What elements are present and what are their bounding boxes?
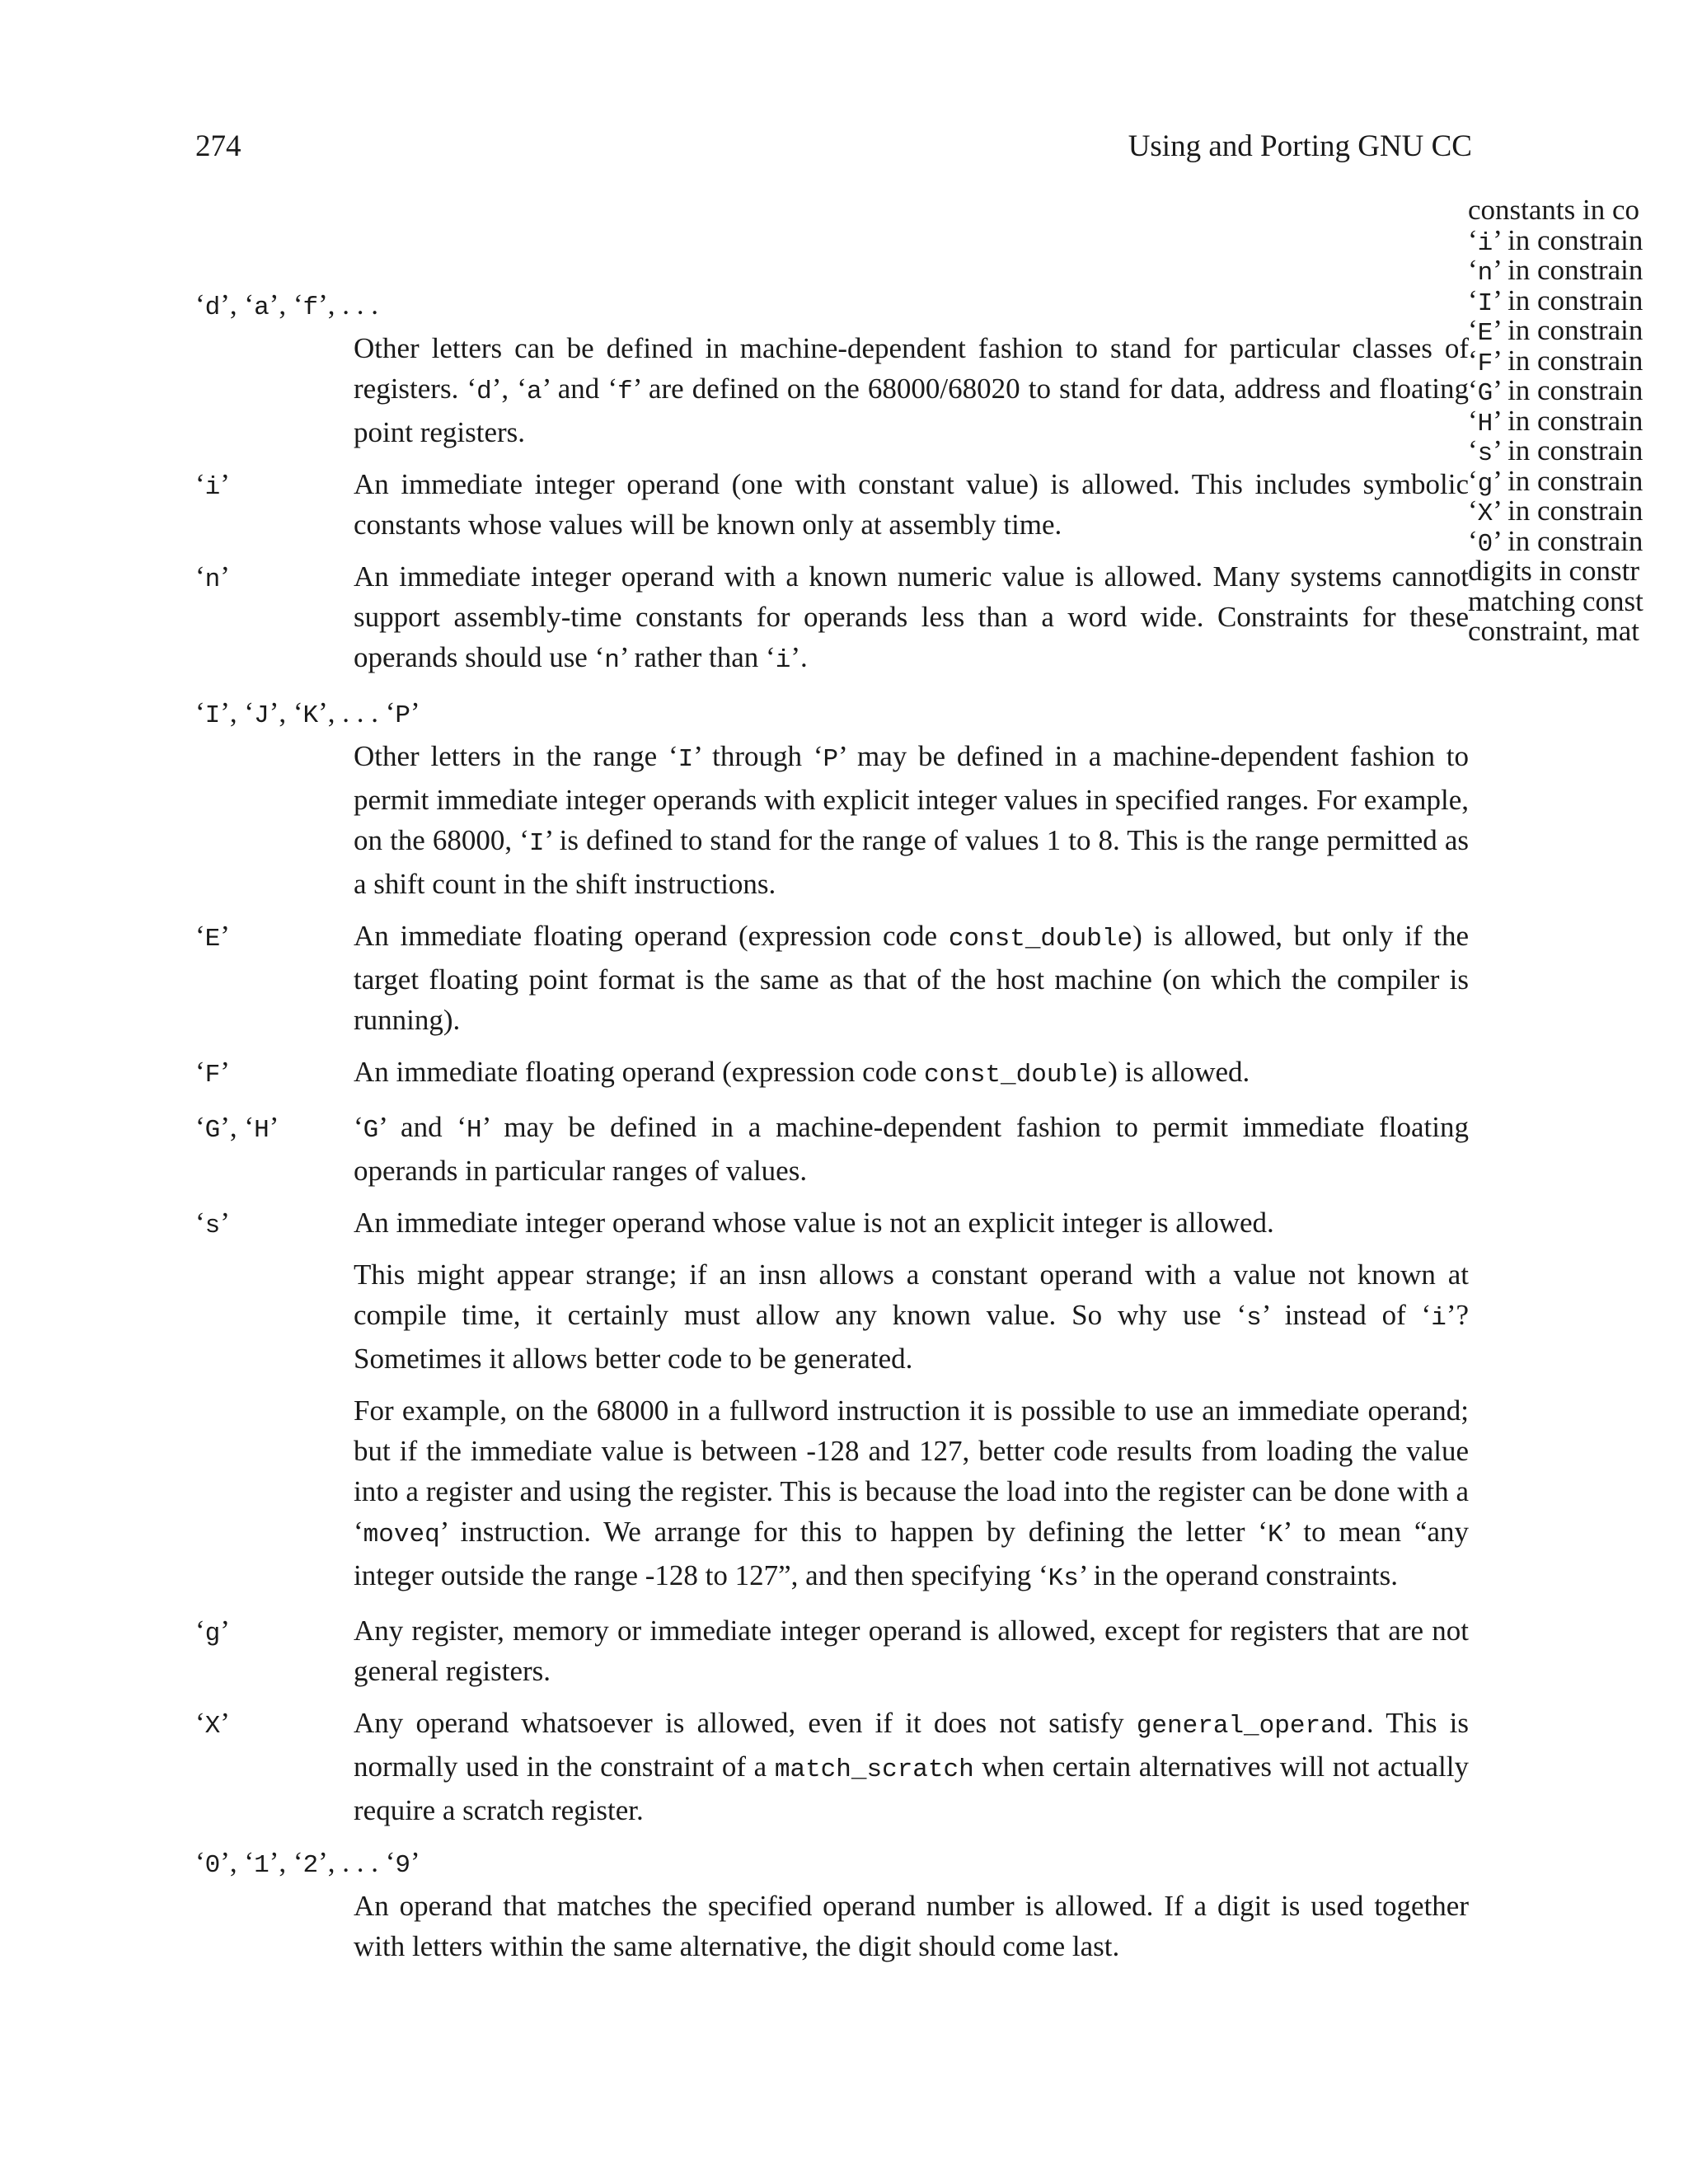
index-entry [1468,524,1688,559]
index-entry [1468,496,1688,527]
constraint-entry [195,1842,1469,1966]
text-run: ’ is defined to stand for the range of values 1 to 8. This is the range permitted as a shift count in the shift instructions. [354,824,1469,900]
text-run: ’ [220,1615,230,1647]
code-literal: s [1477,439,1493,468]
code-literal: g [204,1619,221,1648]
constraint-entry [195,692,1469,904]
text-run: ’ [410,1846,420,1878]
code-literal: match_scratch [774,1755,974,1784]
index-entry [1468,376,1688,406]
text-run: ’ in constrain [1493,524,1643,557]
text-run: ’ rather than ‘ [619,641,776,673]
text-run: ’ in constrain [1493,223,1643,256]
text-run: ‘ [1468,464,1478,497]
constraint-definition [354,556,1469,681]
text-run: ’, ‘ [220,1846,255,1878]
text-run: ‘ [195,468,205,500]
code-literal: moveq [363,1521,440,1549]
text-run: ‘ [195,288,205,321]
constraint-definition [354,1886,1469,1966]
index-entry [1468,286,1688,316]
text-run: ’ [269,1111,279,1143]
text-run: ’ [220,1056,230,1088]
constraint-term [195,556,344,600]
constraint-entry [195,464,1469,545]
code-literal: i [204,473,221,502]
text-run: ’, ‘ [269,288,303,321]
code-literal: n [1477,259,1493,288]
index-entry [1468,346,1688,377]
code-literal: K [302,701,319,730]
text-run: For example, on the 68000 in a fullword instruction it is possible to use an immediate operand; but if the immediate value is between -128 and 127, better code results from loading the value into a register and using the register. This is because the load into the register can be done with a ‘ [354,1394,1469,1548]
text-run: An immediate integer operand whose value is not an explicit integer is allowed. [354,1207,1274,1239]
code-literal: H [466,1116,482,1145]
constraint-definition [354,464,1469,545]
code-literal: Ks [1048,1564,1079,1593]
text-run: ’ are defined on the 68000/68020 to stand for data, address and floating point registers. [354,373,1469,448]
definition-paragraph [354,556,1469,681]
text-run: An operand that matches the specified operand number is allowed. If a digit is used together with letters within the same alternative, the digit should come last. [354,1890,1469,1962]
text-run: constants in co [1468,195,1640,226]
constraint-term [195,1610,344,1654]
text-run: An immediate integer operand (one with constant value) is allowed. This includes symbolic constants whose values will be known only at assembly time. [354,468,1469,541]
text-run: ’ [220,560,230,593]
text-run: constraint, mat [1468,615,1640,647]
definition-paragraph [354,916,1469,1040]
constraint-term [195,692,1469,736]
definition-paragraph [354,1390,1469,1599]
text-run: ) is allowed, but only if the target floating point format is the same as that of the host machine (on which the compiler is running). [354,920,1469,1036]
definition-paragraph [354,464,1469,545]
text-run: ‘ [354,1111,363,1143]
constraint-term [195,1202,344,1246]
text-run: ’, ‘ [220,288,255,321]
text-run: ’, . . . ‘ [318,696,396,729]
text-run: ’ instruction. We arrange for this to happen by defining the letter ‘ [439,1516,1268,1548]
text-run: An immediate floating operand (expression code [354,1056,925,1088]
code-literal: f [617,377,633,406]
code-literal: X [204,1712,221,1741]
text-run: ‘ [1468,314,1478,346]
text-run: ’ and ‘ [542,373,618,405]
code-literal: i [775,646,791,675]
code-literal: g [1477,469,1493,499]
text-run: ’ in constrain [1493,374,1643,406]
constraint-term [195,284,1469,328]
code-literal: I [678,745,694,774]
code-literal: a [254,293,270,322]
constraint-term [195,1052,344,1095]
text-run: ’ in constrain [1493,434,1643,466]
code-literal: d [204,293,221,322]
index-entry [1468,255,1688,286]
text-run: ’, ‘ [220,1111,255,1143]
code-literal: 9 [395,1851,411,1880]
code-literal: I [1477,288,1493,318]
constraint-definition [354,1703,1469,1830]
text-run: ’ in constrain [1493,254,1643,286]
constraint-entry [195,1610,1469,1691]
index-entry [1468,616,1688,647]
code-literal: const_double [948,925,1133,954]
text-run: ‘ [195,560,205,593]
code-literal: F [1477,349,1493,378]
text-run: when certain alternatives will not actually require a scratch register. [354,1750,1469,1826]
constraint-term [195,1703,344,1746]
text-run: ’. [790,641,808,673]
text-run: This might appear strange; if an insn allows a constant operand with a value not known at compile time, it certainly must allow any known value. So why use ‘ [354,1258,1469,1331]
text-run: ’ [220,1207,230,1239]
constraint-definition-list [195,284,1469,1978]
code-literal: I [204,701,221,730]
code-literal: I [528,829,545,858]
index-entry [1468,466,1688,497]
code-literal: s [204,1212,221,1240]
index-entry [1468,556,1688,587]
text-run: ’ in constrain [1493,344,1643,377]
constraint-term [195,464,344,508]
text-run: ‘ [195,1056,205,1088]
index-entry [1468,316,1688,346]
index-entry [1468,436,1688,466]
text-run: ‘ [1468,254,1478,286]
constraint-definition [354,1202,1469,1599]
text-run: digits in constr [1468,555,1640,587]
text-run: Any register, memory or immediate integer operand is allowed, except for registers that are not general registers. [354,1615,1469,1687]
constraint-entry [195,556,1469,681]
text-run: ‘ [1468,223,1478,256]
page-number: 274 [195,129,241,163]
text-run: ’, ‘ [269,696,303,729]
code-literal: 0 [1477,529,1493,559]
code-literal: a [526,377,542,406]
code-literal: G [1477,379,1493,408]
constraint-term [195,1842,1469,1886]
text-run: ’ and ‘ [378,1111,467,1143]
definition-paragraph [354,1703,1469,1830]
code-literal: d [476,377,492,406]
text-run: ) is allowed. [1108,1056,1250,1088]
constraint-definition [354,736,1469,904]
constraint-entry [195,1202,1469,1599]
code-literal: 1 [254,1851,270,1880]
code-literal: P [823,745,839,774]
definition-paragraph [354,1886,1469,1966]
text-run: ’ may be defined in a machine-dependent fashion to permit immediate integer operands with explicit integer values in specified ranges. For example, on the 68000, ‘ [354,740,1469,856]
constraint-definition [354,328,1469,452]
text-run: ‘ [195,920,205,952]
index-entry [1468,195,1688,226]
constraint-entry [195,1052,1469,1095]
text-run: ’ to mean “any integer outside the range -128 to 127”, and then specifying ‘ [354,1516,1469,1591]
constraint-definition [354,1107,1469,1191]
constraint-entry [195,1703,1469,1830]
text-run: An immediate integer operand with a known numeric value is allowed. Many systems cannot support assembly-time constants for operands less than a word wide. Constraints for these operands should use ‘ [354,560,1469,673]
code-literal: n [604,646,620,675]
text-run: ‘ [1468,374,1478,406]
running-head: Using and Porting GNU CC [1128,129,1472,163]
text-run: ’ [220,1707,230,1739]
code-literal: 2 [302,1851,319,1880]
text-run: ‘ [1468,524,1478,557]
code-literal: i [1431,1304,1447,1333]
definition-paragraph [354,1610,1469,1691]
text-run: ’ in constrain [1493,404,1643,437]
text-run: ’ instead of ‘ [1261,1299,1432,1331]
text-run: ‘ [195,1846,205,1878]
code-literal: 0 [204,1851,221,1880]
text-run: ‘ [1468,344,1478,377]
text-run: matching const [1468,584,1643,617]
constraint-term [195,1107,344,1151]
text-run: ‘ [195,696,205,729]
text-run: ‘ [195,1707,205,1739]
definition-paragraph [354,328,1469,452]
text-run: . This is normally used in the constraint of a [354,1707,1469,1783]
text-run: ’, . . . [318,288,379,321]
text-run: ’ in constrain [1493,314,1643,346]
text-run: ’ [220,468,230,500]
code-literal: G [204,1116,221,1145]
code-literal: G [363,1116,379,1145]
text-run: ’ may be defined in a machine-dependent fashion to permit immediate floating operands in particular ranges of values. [354,1111,1469,1187]
text-run: ’ in constrain [1493,494,1643,527]
text-run: ’ in constrain [1493,464,1643,497]
text-run: ’, ‘ [491,373,527,405]
code-literal: H [1477,409,1493,438]
text-run: ‘ [1468,404,1478,437]
code-literal: K [1267,1521,1283,1549]
constraint-term [195,916,344,959]
text-run: ’ [220,920,230,952]
text-run: ‘ [195,1207,205,1239]
constraint-entry [195,1107,1469,1191]
text-run: ’, ‘ [269,1846,303,1878]
text-run: Any operand whatsoever is allowed, even if it does not satisfy [354,1707,1137,1739]
constraint-entry [195,284,1469,452]
constraint-definition [354,916,1469,1040]
code-literal: n [204,565,221,594]
text-run: ‘ [195,1615,205,1647]
definition-paragraph [354,1107,1469,1191]
text-run: ‘ [195,1111,205,1143]
index-entry [1468,406,1688,437]
code-literal: F [204,1061,221,1090]
code-literal: P [395,701,411,730]
code-literal: s [1246,1304,1262,1333]
text-run: ’ through ‘ [693,740,823,772]
margin-index-entries [1468,195,1688,647]
code-literal: X [1477,499,1493,528]
code-literal: E [1477,319,1493,348]
constraint-entry [195,916,1469,1040]
code-literal: H [254,1116,270,1145]
text-run: ‘ [1468,494,1478,527]
text-run: ’, . . . ‘ [318,1846,396,1878]
code-literal: J [254,701,270,730]
definition-paragraph [354,736,1469,904]
constraint-definition [354,1610,1469,1691]
index-entry [1468,584,1688,617]
index-entry [1468,223,1688,258]
definition-paragraph [354,1254,1469,1379]
code-literal: const_double [924,1061,1109,1090]
text-run: ‘ [1468,434,1478,466]
definition-paragraph [354,1202,1469,1243]
code-literal: i [1477,228,1493,258]
text-run: ’, ‘ [220,696,255,729]
text-run: ’ [410,696,420,729]
text-run: ’ in constrain [1493,284,1643,316]
code-literal: E [204,925,221,954]
text-run: Other letters can be defined in machine-dependent fashion to stand for particular classes of registers. ‘ [354,332,1469,405]
text-run: ’ in the operand constraints. [1078,1559,1399,1591]
text-run: ’? Sometimes it allows better code to be generated. [354,1299,1470,1375]
code-literal: general_operand [1136,1712,1367,1741]
definition-paragraph [354,1052,1469,1095]
text-run: An immediate floating operand (expression code [354,920,949,952]
code-literal: f [302,293,319,322]
constraint-definition [354,1052,1469,1095]
text-run: Other letters in the range ‘ [354,740,678,772]
text-run: ‘ [1468,284,1478,316]
